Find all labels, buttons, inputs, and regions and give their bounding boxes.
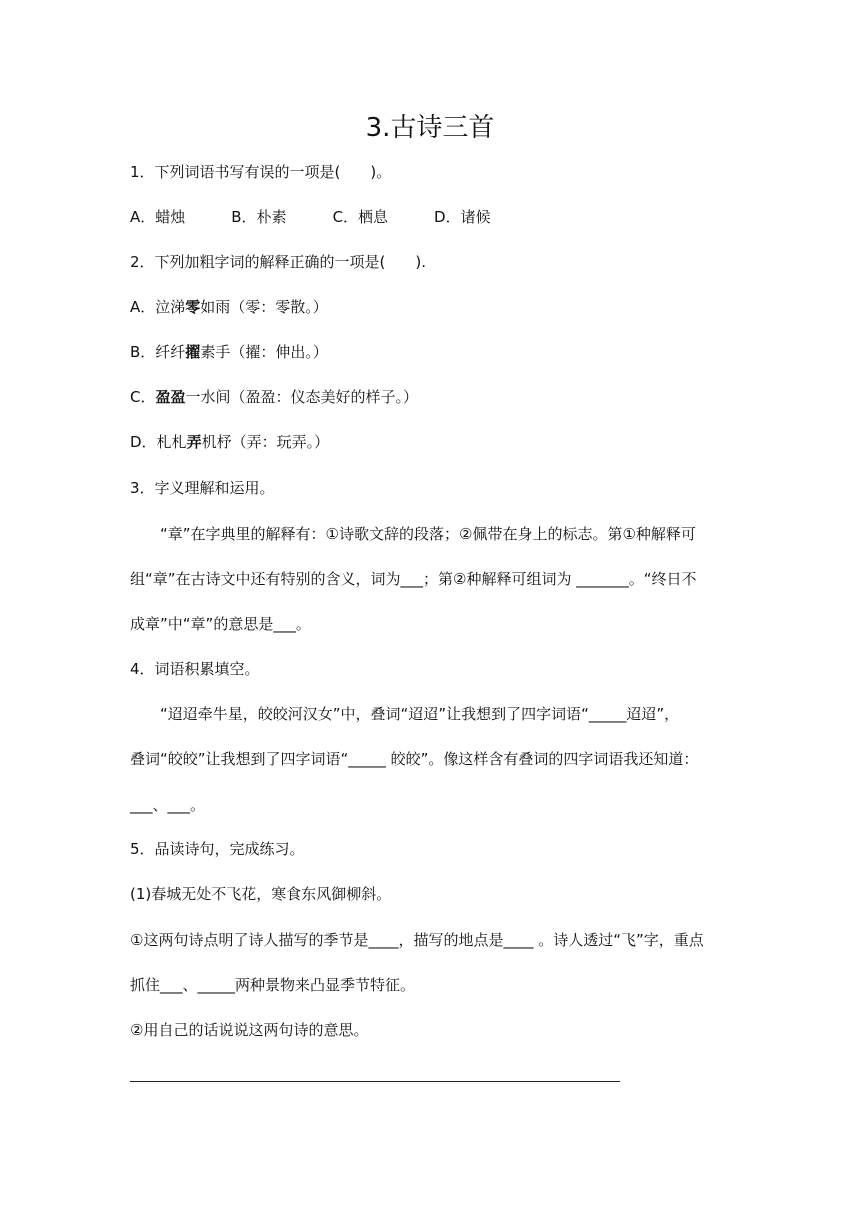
q2-option-b [130,341,328,363]
bold-word: 零 [185,298,201,316]
q5-poem: (1)春城无处不飞花，寒食东风御柳斜。 [130,885,392,903]
q1-options [130,206,491,228]
option-prefix: C． [130,388,156,406]
option-explanation: 如雨（零：零散。） [200,298,328,316]
q2-option-d [130,431,329,453]
q3-text-line: 组“章”在古诗文中还有特别的含义，词为___；第②种解释可组词为 _______。“终日不 [130,570,697,588]
option-explanation: 素手（擢：伸出。） [200,343,328,361]
option-prefix: B．纤纤 [130,343,186,361]
q1-option-b: B．朴素 [231,208,287,226]
q2-stem: 2．下列加粗字词的解释正确的一项是( ). [130,253,427,271]
bold-word: 盈盈 [155,388,186,406]
option-prefix: D．札札 [130,433,187,451]
q4-text-line: ___、___。 [130,796,206,814]
q1-stem: 1．下列词语书写有误的一项是( )。 [130,163,392,181]
q5-stem: 5．品读诗句，完成练习。 [130,840,305,858]
q3-text-line: “章”在字典里的解释有：①诗歌文辞的段落；②佩带在身上的标志。第①种解释可 [130,525,696,543]
q3-text-line: 成章”中“章”的意思是___。 [130,615,311,633]
q5-sub1-line: 抓住___、_____两种景物来凸显季节特征。 [130,976,416,994]
bold-word: 擢 [185,343,201,361]
q1-option-d: D．诸候 [434,208,491,226]
q5-sub2: ②用自己的话说说这两句诗的意思。 [130,1021,369,1039]
option-prefix: A．泣涕 [130,298,186,316]
option-explanation: 一水间（盈盈：仪态美好的样子。） [185,388,419,406]
q2-option-a [130,296,328,318]
answer-line [130,1081,620,1082]
q4-text-line: 叠词“皎皎”让我想到了四字词语“_____ 皎皎”。像这样含有叠词的四字词语我还知道： [130,750,699,768]
q2-option-c [130,386,418,408]
q4-stem: 4．词语积累填空。 [130,660,260,678]
option-explanation: 机杼（弄：玩弄。） [201,433,330,451]
page-title: 3.古诗三首 [365,113,495,143]
bold-word: 弄 [186,433,202,451]
q1-option-c: C．栖息 [332,208,389,226]
q4-text-line: “迢迢牵牛星，皎皎河汉女”中，叠词“迢迢”让我想到了四字词语“_____迢迢”， [130,705,680,723]
q5-sub1-line: ①这两句诗点明了诗人描写的季节是____，描写的地点是____ 。诗人透过“飞”字，重点 [130,931,704,949]
q1-option-a: A．蜡烛 [130,208,186,226]
q3-stem: 3．字义理解和运用。 [130,479,275,497]
